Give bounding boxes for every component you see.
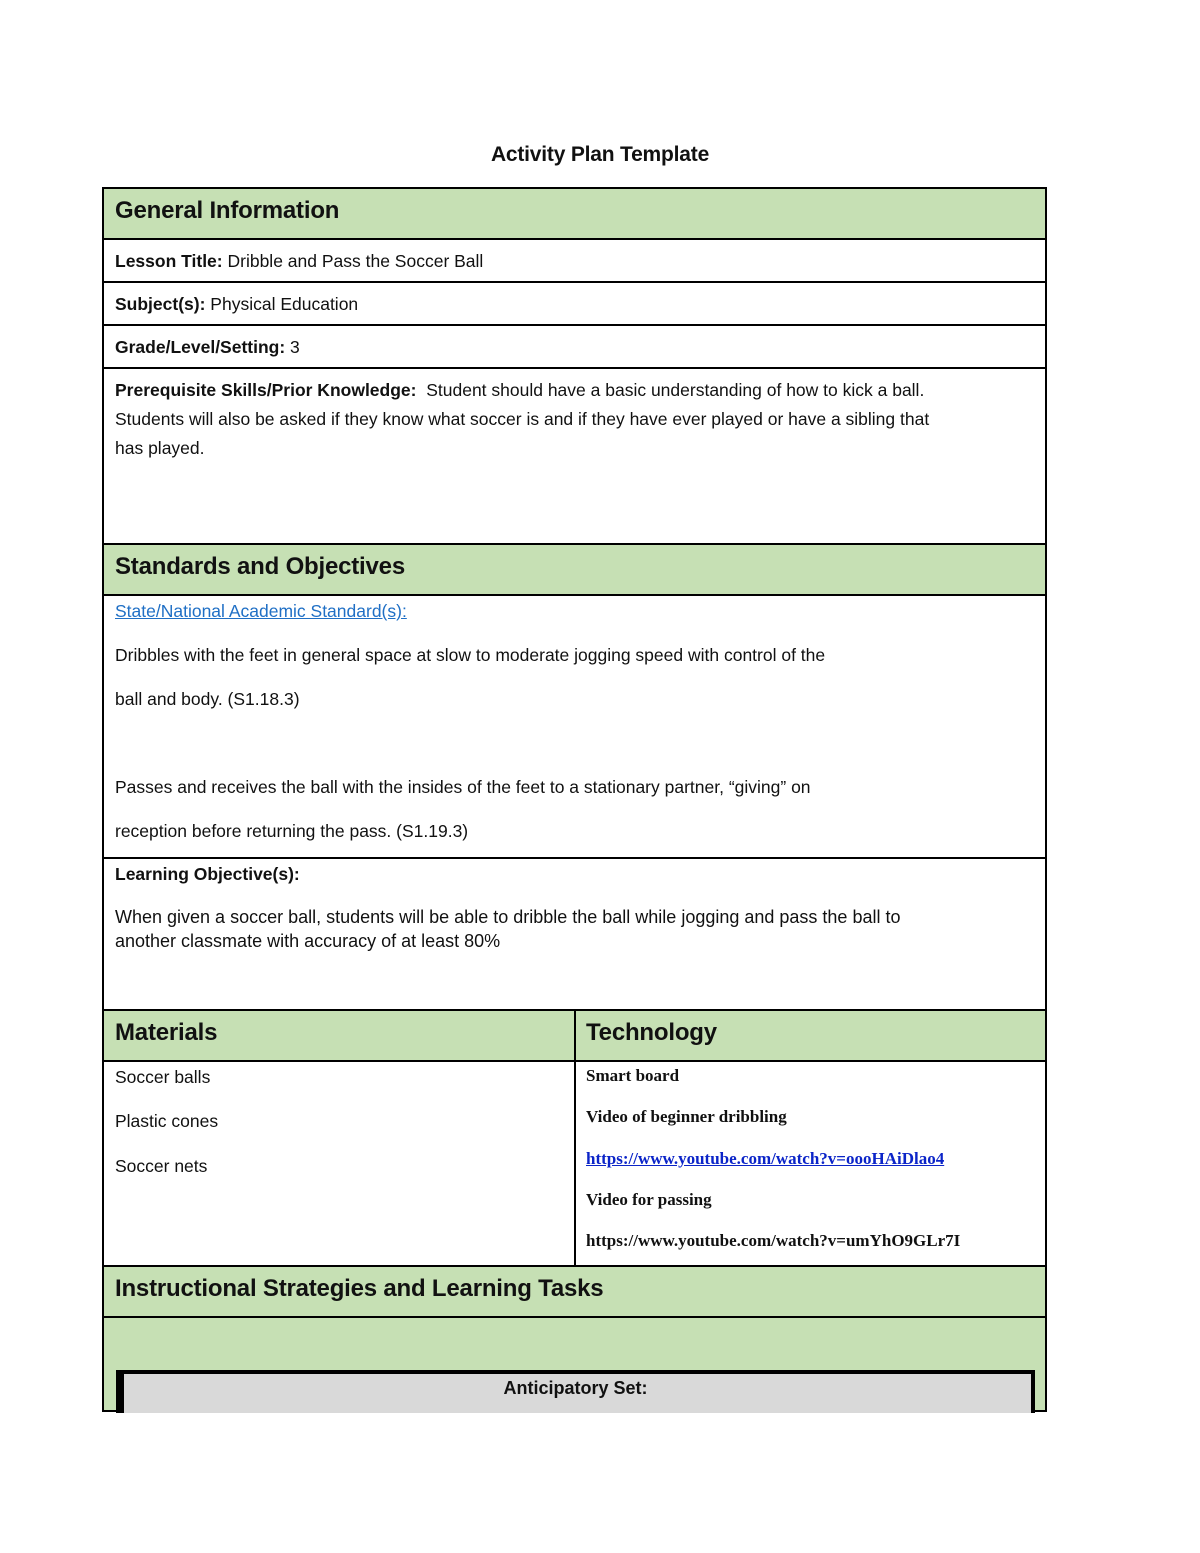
materials-item: Soccer nets <box>115 1156 208 1176</box>
materials-item: Soccer balls <box>115 1067 211 1087</box>
academic-standards-link[interactable]: State/National Academic Standard(s): <box>115 601 407 621</box>
general-information-header <box>104 189 1045 240</box>
grade-row <box>104 326 1045 369</box>
anticipatory-set-box <box>116 1370 1035 1413</box>
anticipatory-set-label: Anticipatory Set: <box>503 1378 648 1398</box>
prerequisite-label: Prerequisite Skills/Prior Knowledge: <box>115 380 417 400</box>
learning-objective-line-2: another classmate with accuracy of at least 80% <box>115 931 501 951</box>
lesson-title-label: Lesson Title: <box>115 251 223 271</box>
lesson-title-value: Dribble and Pass the Soccer Ball <box>222 251 484 271</box>
materials-header <box>104 1011 576 1062</box>
prerequisite-row <box>104 369 1045 545</box>
materials-heading: Materials <box>115 1019 218 1046</box>
instructional-strategies-heading: Instructional Strategies and Learning Tasks <box>115 1275 604 1302</box>
standards-objectives-header <box>104 545 1045 596</box>
subjects-label: Subject(s): <box>115 294 206 314</box>
technology-item-smart-board: Smart board <box>586 1066 680 1085</box>
materials-list <box>104 1062 576 1267</box>
prerequisite-line-2: Students will also be asked if they know what soccer is and if they have ever played or have a sibling that <box>115 409 930 429</box>
standards-row <box>104 596 1045 859</box>
grade-label: Grade/Level/Setting: <box>115 337 286 357</box>
prerequisite-line-1: Student should have a basic understanding of how to kick a ball. <box>416 380 925 400</box>
dribbling-video-link[interactable]: https://www.youtube.com/watch?v=oooHAiDlao4 <box>586 1149 945 1168</box>
subjects-row <box>104 283 1045 326</box>
grade-value: 3 <box>285 337 300 357</box>
standard-1-line-1: Dribbles with the feet in general space at slow to moderate jogging speed with control of the <box>115 645 826 665</box>
materials-item: Plastic cones <box>115 1111 219 1131</box>
document-title: Activity Plan Template <box>490 143 710 166</box>
learning-objectives-label: Learning Objective(s): <box>115 864 300 884</box>
passing-video-url: https://www.youtube.com/watch?v=umYhO9GLr7I <box>586 1231 961 1250</box>
standards-objectives-heading: Standards and Objectives <box>115 553 405 580</box>
standard-2-line-2: reception before returning the pass. (S1.19.3) <box>115 821 469 841</box>
technology-header <box>576 1011 1045 1062</box>
standard-2-line-1: Passes and receives the ball with the insides of the feet to a stationary partner, “giving” on <box>115 777 811 797</box>
general-information-heading: General Information <box>115 197 340 224</box>
lesson-title-row <box>104 240 1045 283</box>
technology-heading: Technology <box>586 1019 717 1046</box>
learning-objective-line-1: When given a soccer ball, students will be able to dribble the ball while jogging and pass the ball to <box>115 907 901 927</box>
learning-objectives-row <box>104 859 1045 1011</box>
standard-1-line-2: ball and body. (S1.18.3) <box>115 689 300 709</box>
technology-list <box>576 1062 1045 1267</box>
activity-plan-table <box>102 187 1047 1412</box>
technology-item-passing-video: Video for passing <box>586 1190 712 1209</box>
prerequisite-line-3: has played. <box>115 438 205 458</box>
instructional-strategies-header <box>104 1267 1045 1318</box>
subjects-value: Physical Education <box>205 294 359 314</box>
technology-item-dribbling-video: Video of beginner dribbling <box>586 1107 787 1126</box>
